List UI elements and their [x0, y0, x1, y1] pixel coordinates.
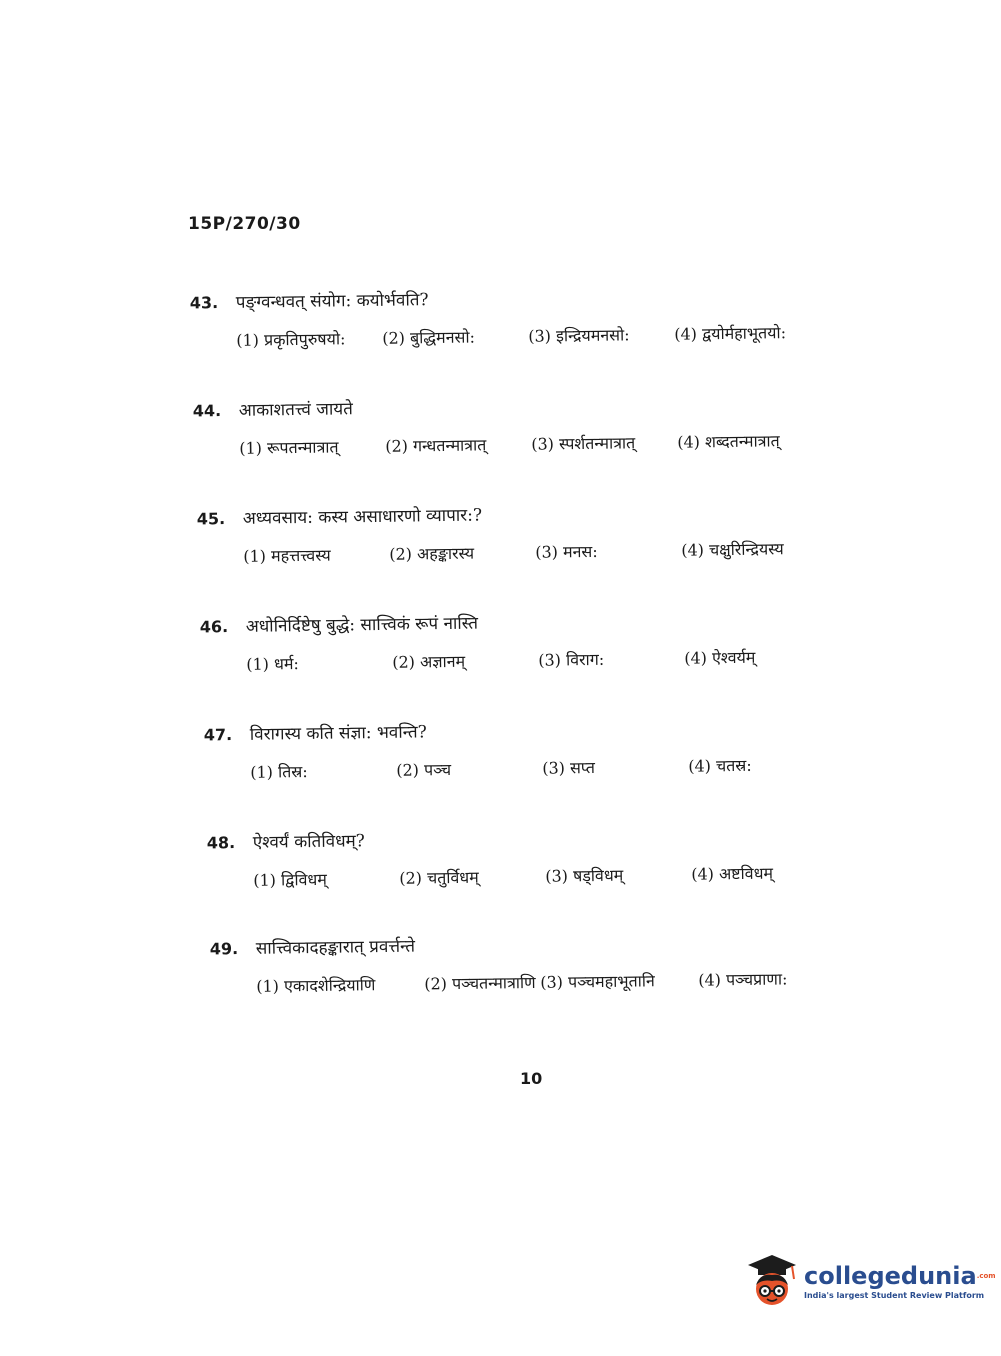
option-4: (4) अष्टविधम् — [691, 863, 774, 884]
option-1: (1) रूपतन्मात्रात् — [239, 437, 339, 458]
question-number: 44. — [192, 401, 222, 421]
brand-suffix: .com — [976, 1271, 996, 1280]
option-3: (3) स्पर्शतन्मात्रात् — [531, 433, 636, 454]
option-4: (4) पञ्चप्राणा: — [698, 969, 788, 990]
option-1: (1) द्विविधम् — [253, 869, 327, 890]
logo-text — [804, 1263, 996, 1300]
question-45 — [197, 498, 838, 568]
question-text: अधोनिर्दिष्टेषु बुद्धे: सात्त्विकं रूपं नास्ति — [245, 613, 479, 637]
option-4: (4) चक्षुरिन्द्रियस्य — [681, 539, 784, 560]
question-49 — [210, 928, 851, 998]
brand-name-text: collegedunia — [804, 1261, 977, 1290]
option-1: (1) प्रकृतिपुरुषयो: — [236, 329, 346, 350]
question-text: पङ्ग्वन्धवत् संयोग: कयोर्भवति? — [235, 290, 429, 313]
question-44 — [193, 390, 834, 460]
option-3: (3) सप्त — [542, 758, 596, 778]
option-list — [250, 753, 844, 783]
option-1: (1) धर्म: — [246, 654, 299, 674]
option-4: (4) चतस्र: — [688, 755, 752, 776]
question-text: विरागस्य कति संज्ञा: भवन्ति? — [249, 722, 427, 745]
option-1: (1) तिस्र: — [250, 762, 308, 782]
page-number: 10 — [520, 1069, 543, 1088]
option-4: (4) शब्दतन्मात्रात् — [677, 431, 780, 452]
option-2: (2) बुद्धिमनसो: — [382, 327, 476, 348]
question-number: 48. — [206, 833, 236, 853]
option-4: (4) ऐश्वर्यम् — [684, 647, 756, 668]
option-2: (2) चतुर्विधम् — [399, 867, 479, 888]
mascot-icon — [742, 1251, 800, 1311]
question-text: ऐश्वर्यं कतिविधम्? — [252, 831, 366, 853]
option-1: (1) महत्तत्त्वस्य — [243, 545, 331, 566]
option-2: (2) पञ्च — [396, 760, 452, 780]
option-list — [239, 429, 833, 459]
option-list — [253, 861, 847, 891]
option-1: (1) एकादशेन्द्रियाणि — [256, 975, 376, 996]
option-3: (3) षड्विधम् — [545, 865, 624, 886]
question-number: 47. — [203, 725, 233, 745]
option-list — [256, 967, 850, 997]
collegedunia-logo — [742, 1251, 996, 1311]
option-3: (3) इन्द्रियमनसो: — [528, 325, 630, 346]
question-47 — [204, 714, 845, 784]
question-text: सात्त्विकादहङ्कारात् प्रवर्त्तन्ते — [255, 936, 416, 959]
question-48 — [207, 822, 848, 892]
option-2: (2) पञ्चतन्मात्राणि — [424, 972, 536, 994]
question-46 — [200, 606, 841, 676]
question-number: 45. — [196, 509, 226, 529]
option-3: (3) मनस: — [535, 541, 598, 562]
option-2: (2) गन्धतन्मात्रात् — [385, 435, 487, 456]
brand-name — [804, 1263, 996, 1289]
brand-tagline: India's largest Student Review Platform — [804, 1290, 985, 1300]
option-list — [243, 537, 837, 567]
question-number: 46. — [199, 617, 229, 637]
option-2: (2) अहङ्कारस्य — [389, 543, 475, 564]
question-text: अध्यवसाय: कस्य असाधारणो व्यापार:? — [242, 505, 483, 529]
question-43 — [190, 282, 831, 352]
option-3: (3) विराग: — [538, 649, 605, 670]
option-2: (2) अज्ञानम् — [392, 651, 466, 672]
option-4: (4) द्वयोर्महाभूतयो: — [674, 323, 787, 344]
question-number: 49. — [209, 939, 239, 959]
question-number: 43. — [189, 293, 219, 313]
option-list — [246, 645, 840, 675]
question-text: आकाशतत्त्वं जायते — [238, 399, 353, 421]
option-list — [236, 321, 830, 351]
paper-code: 15P/270/30 — [188, 214, 301, 234]
option-3: (3) पञ्चमहाभूतानि — [540, 971, 655, 992]
